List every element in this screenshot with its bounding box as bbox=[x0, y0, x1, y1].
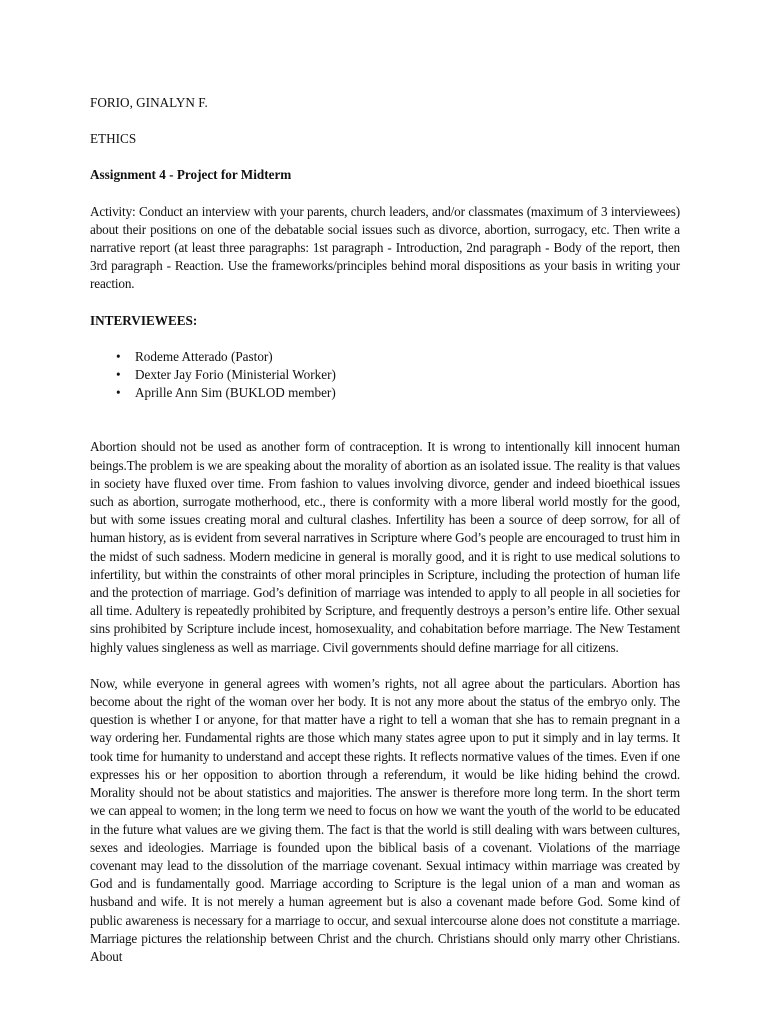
bullet-icon: • bbox=[116, 385, 121, 401]
body-paragraph: Now, while everyone in general agrees with women’s rights, not all agree about the particulars. Abortion has become about the right of the woman over her body. It is not any more about the status of the embryo only. The question is whether I or anyone, for that matter have a right to tell a woman that she has to remain pregnant in a way ordering her. Fundamental rights are those which many states agree upon to put it simply and in lay terms. It took time for humanity to understand and accept these rights. It reflects normative values of the times. Even if one expresses his or her opposition to abortion through a referendum, it would be like hiding behind the crowd. Morality should not be about statistics and majorities. The answer is therefore more long term. In the short term we can appeal to women; in the long term we need to focus on how we want the youth of the world to be educated in the future what values are we giving them. The fact is that the world is still dealing with wars between cultures, sexes and ideologies. Marriage is founded upon the biblical basis of a covenant. Violations of the marriage covenant may lead to the dissolution of the marriage covenant. Sexual intimacy within marriage was created by God and is fundamentally good. Marriage according to Scripture is the legal union of a man and woman as husband and wife. It is not merely a human agreement but is also a covenant made before God. Some kind of public awareness is necessary for a marriage to occur, and sexual intercourse alone does not constitute a marriage. Marriage pictures the relationship between Christ and the church. Christians should only marry other Christians. About bbox=[90, 675, 680, 964]
document-page bbox=[90, 94, 680, 966]
interviewee-name: Dexter Jay Forio (Ministerial Worker) bbox=[135, 367, 336, 383]
bullet-icon: • bbox=[116, 367, 121, 383]
interviewee-name: Aprille Ann Sim (BUKLOD member) bbox=[135, 385, 336, 401]
bullet-icon: • bbox=[116, 348, 121, 364]
introduction-paragraph: Abortion should not be used as another form of contraception. It is wrong to intentionally kill innocent human beings.The problem is we are speaking about the morality of abortion as an isolated issue. The reality is that values in society have fluxed over time. From fashion to values involving divorce, gender and indeed bioethical issues such as abortion, surrogate motherhood, etc., there is conformity with a more liberal world mostly for the good, but with some issues creating moral and cultural clashes. Infertility has been a source of deep sorrow, for all of human history, as is evident from several narratives in Scripture where God’s people are encouraged to trust him in the midst of such sadness. Modern medicine in general is morally good, and it is right to use medical solutions to infertility, but within the constraints of other moral principles in Scripture, including the protection of human life and the protection of marriage. God’s definition of marriage was intended to apply to all people in all societies for all time. Adultery is repeatedly prohibited by Scripture, and frequently destroys a person’s entire life. Other sexual sins prohibited by Scripture include incest, homosexuality, and cohabitation before marriage. The New Testament highly values singleness as well as marriage. Civil governments should define marriage for all citizens. bbox=[90, 439, 680, 655]
subject-title: ETHICS bbox=[90, 131, 137, 147]
list-item bbox=[90, 384, 680, 402]
activity-instructions: Activity: Conduct an interview with your parents, church leaders, and/or classmates (maximum of 3 interviewees) about their positions on one of the debatable social issues such as divorce, abortion, surrogacy, etc. Then write a narrative report (at least three paragraphs: 1st paragraph - Introduction, 2nd paragraph - Body of the report, then 3rd paragraph - Reaction. Use the frameworks/principles behind moral dispositions as your basis in writing your reaction. bbox=[90, 203, 680, 292]
interviewees-list bbox=[90, 348, 680, 403]
interviewees-heading: INTERVIEWEES: bbox=[90, 312, 198, 328]
interviewee-name: Rodeme Atterado (Pastor) bbox=[135, 348, 273, 364]
list-item bbox=[90, 348, 680, 366]
assignment-title: Assignment 4 - Project for Midterm bbox=[90, 167, 292, 183]
student-name: FORIO, GINALYN F. bbox=[90, 95, 208, 110]
list-item bbox=[90, 366, 680, 384]
